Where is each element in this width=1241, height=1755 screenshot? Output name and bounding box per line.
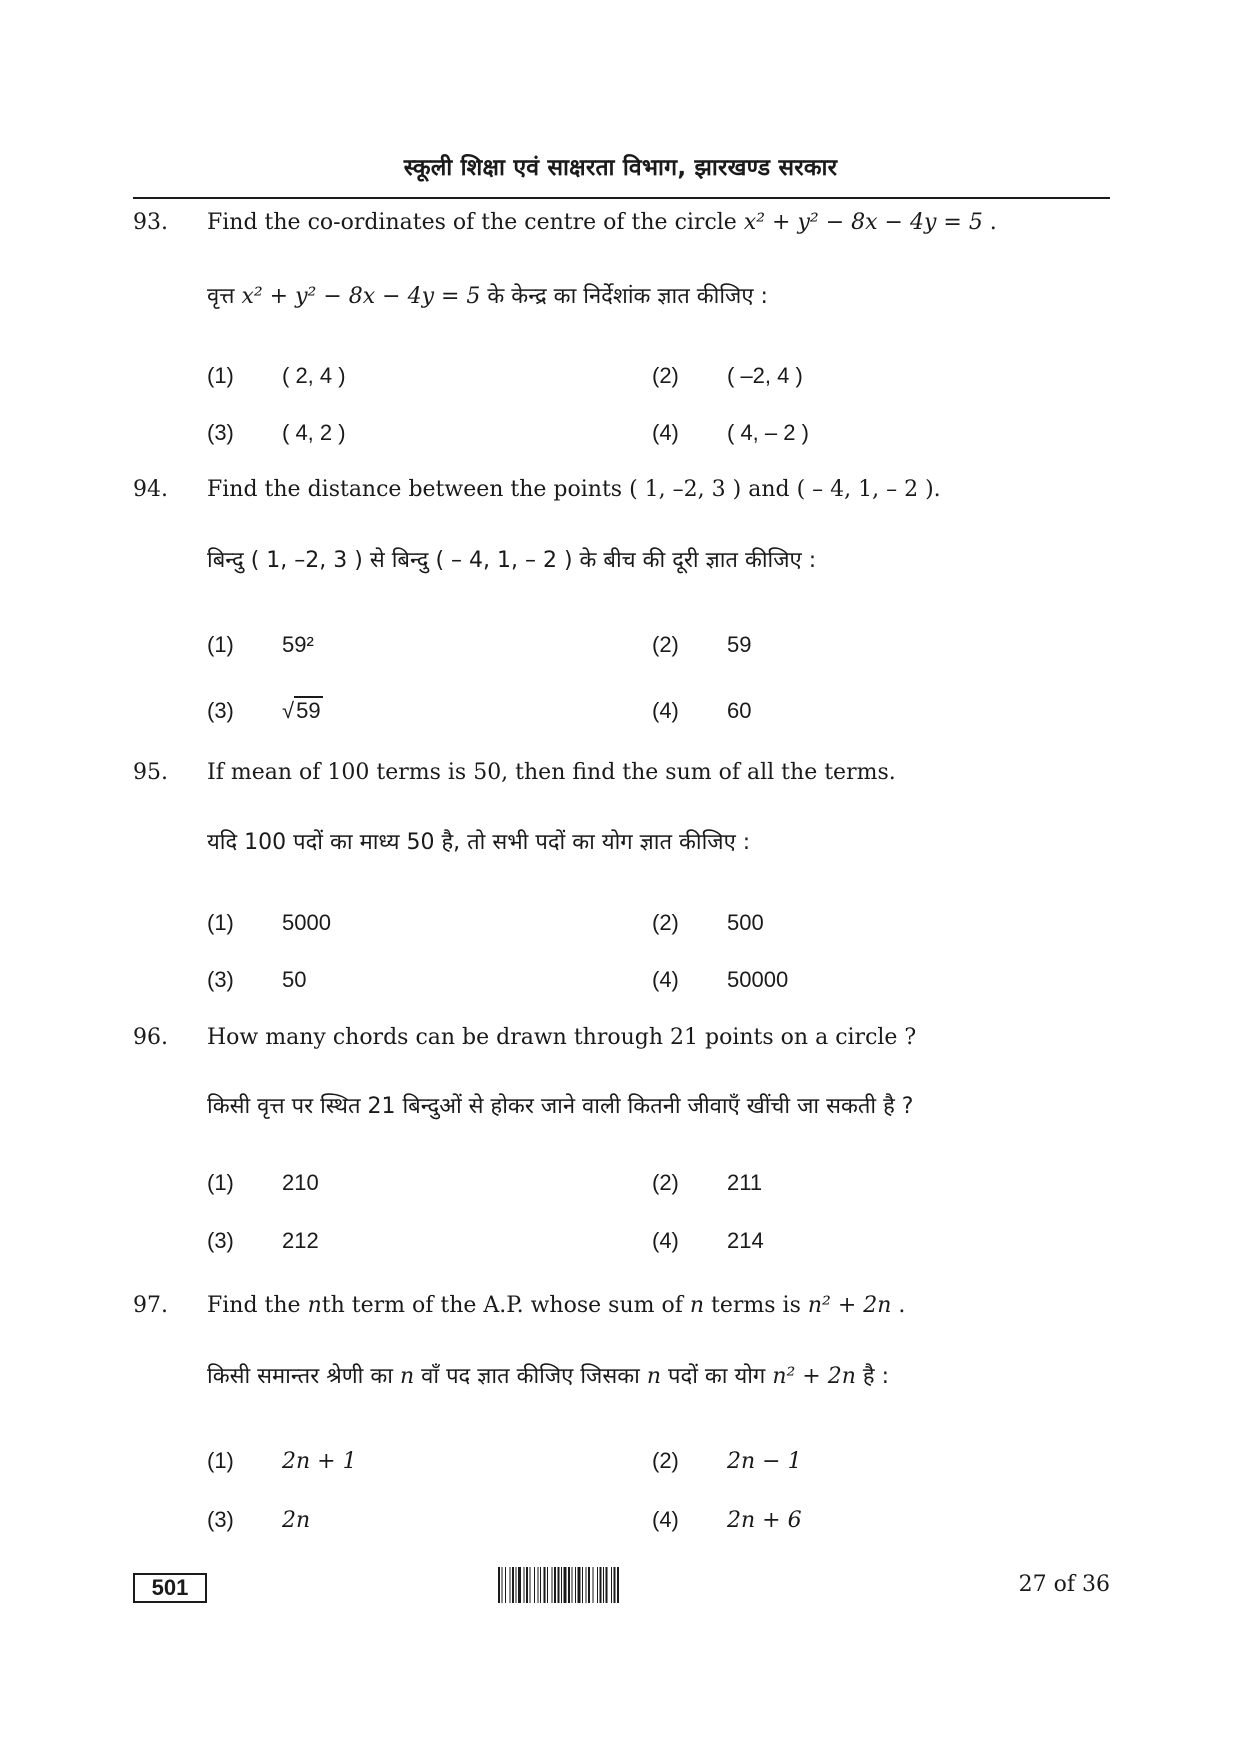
question-number: 95. <box>133 760 168 785</box>
barcode-bar <box>564 1567 567 1603</box>
page-header-title: स्कूली शिक्षा एवं साक्षरता विभाग, झारखण्ड सरकार <box>403 155 838 181</box>
barcode-bar <box>498 1567 500 1603</box>
barcode-bar <box>561 1567 562 1603</box>
barcode-bar <box>524 1567 525 1603</box>
question-text-english: How many chords can be drawn through 21 points on a circle ? <box>207 1025 917 1050</box>
question-text-english: If mean of 100 terms is 50, then find the sum of all the terms. <box>207 760 896 785</box>
option-1[interactable]: (1) 2n + 1 <box>207 1448 357 1474</box>
option-3[interactable]: (3) ( 4, 2 ) <box>207 420 346 445</box>
option-3[interactable]: (3) 212 <box>207 1228 319 1253</box>
question-text-hindi: यदि 100 पदों का माध्य 50 है, तो सभी पदों का योग ज्ञात कीजिए : <box>207 830 751 855</box>
question-number: 96. <box>133 1025 168 1050</box>
barcode-bar <box>516 1567 517 1603</box>
barcode-bar <box>603 1567 604 1603</box>
equation: x² + y² − 8x − 4y = 5 <box>743 210 983 235</box>
option-2[interactable]: (2) 2n − 1 <box>652 1448 802 1474</box>
barcode-bar <box>614 1567 616 1603</box>
barcode-bar <box>582 1567 583 1603</box>
barcode-bar <box>575 1567 576 1603</box>
barcode-bar <box>547 1567 548 1603</box>
barcode-bar <box>593 1567 594 1603</box>
question-number: 93. <box>133 210 168 235</box>
paper-code-box: 501 <box>133 1573 207 1603</box>
barcode-bar <box>534 1567 535 1603</box>
option-3[interactable]: (3) 50 <box>207 967 307 992</box>
question-text-hindi: वृत्त x² + y² − 8x − 4y = 5 के केन्द्र का निर्देशांक ज्ञात कीजिए : <box>207 284 768 309</box>
barcode-icon <box>498 1567 755 1603</box>
barcode-bar <box>588 1567 590 1603</box>
barcode-bar <box>597 1567 598 1603</box>
question-text-english: Find the co-ordinates of the centre of the circle x² + y² − 8x − 4y = 5 . <box>207 210 997 235</box>
option-2[interactable]: (2) 500 <box>652 910 764 935</box>
square-root: √59 <box>282 698 321 723</box>
barcode-bar <box>572 1567 573 1603</box>
barcode-bar <box>538 1567 539 1603</box>
barcode-bar <box>540 1567 541 1603</box>
question-text-english: Find the nth term of the A.P. whose sum of n terms is n² + 2n . <box>207 1293 906 1318</box>
question-text-hindi: किसी वृत्त पर स्थित 21 बिन्दुओं से होकर जाने वाली कितनी जीवाएँ खींची जा सकती है ? <box>207 1094 914 1119</box>
barcode-bar <box>600 1567 602 1603</box>
equation: x² + y² − 8x − 4y = 5 <box>241 284 481 309</box>
barcode-bar <box>554 1567 556 1603</box>
barcode-bar <box>518 1567 521 1603</box>
option-1[interactable]: (1) ( 2, 4 ) <box>207 363 346 388</box>
option-2[interactable]: (2) 59 <box>652 632 752 657</box>
barcode-bar <box>552 1567 553 1603</box>
header-divider <box>133 197 1110 199</box>
option-4[interactable]: (4) ( 4, – 2 ) <box>652 420 809 445</box>
option-4[interactable]: (4) 60 <box>652 698 752 723</box>
barcode-bar <box>606 1567 608 1603</box>
equation: n² + 2n <box>772 1364 856 1389</box>
barcode-bar <box>611 1567 612 1603</box>
option-4[interactable]: (4) 50000 <box>652 967 789 992</box>
barcode-bar <box>505 1567 506 1603</box>
question-text-hindi: किसी समान्तर श्रेणी का n वाँ पद ज्ञात कीजिए जिसका n पदों का योग n² + 2n है : <box>207 1364 889 1389</box>
page-number: 27 of 36 <box>1018 1572 1110 1597</box>
barcode-bar <box>617 1567 619 1603</box>
barcode-bar <box>526 1567 528 1603</box>
option-3[interactable]: (3) √59 <box>207 698 321 723</box>
barcode-bar <box>544 1567 546 1603</box>
barcode-bar <box>586 1567 587 1603</box>
option-4[interactable]: (4) 214 <box>652 1228 764 1253</box>
barcode-bar <box>512 1567 514 1603</box>
question-number: 94. <box>133 477 168 502</box>
barcode-bar <box>502 1567 503 1603</box>
question-text-english: Find the distance between the points ( 1, –2, 3 ) and ( – 4, 1, – 2 ). <box>207 477 941 502</box>
barcode-bar <box>510 1567 511 1603</box>
option-4[interactable]: (4) 2n + 6 <box>652 1507 802 1533</box>
question-number: 97. <box>133 1293 168 1318</box>
barcode-bar <box>530 1567 531 1603</box>
option-2[interactable]: (2) ( –2, 4 ) <box>652 363 803 388</box>
equation: n² + 2n <box>807 1293 892 1318</box>
radical-sign-icon: √ <box>282 698 295 723</box>
option-1[interactable]: (1) 59² <box>207 632 314 657</box>
option-1[interactable]: (1) 5000 <box>207 910 331 935</box>
question-text-hindi: बिन्दु ( 1, –2, 3 ) से बिन्दु ( – 4, 1, – 2 ) के बीच की दूरी ज्ञात कीजिए : <box>207 548 817 573</box>
barcode-bar <box>578 1567 581 1603</box>
option-3[interactable]: (3) 2n <box>207 1507 311 1533</box>
barcode-bar <box>558 1567 560 1603</box>
barcode-bar <box>568 1567 570 1603</box>
option-1[interactable]: (1) 210 <box>207 1170 319 1195</box>
option-2[interactable]: (2) 211 <box>652 1170 763 1195</box>
